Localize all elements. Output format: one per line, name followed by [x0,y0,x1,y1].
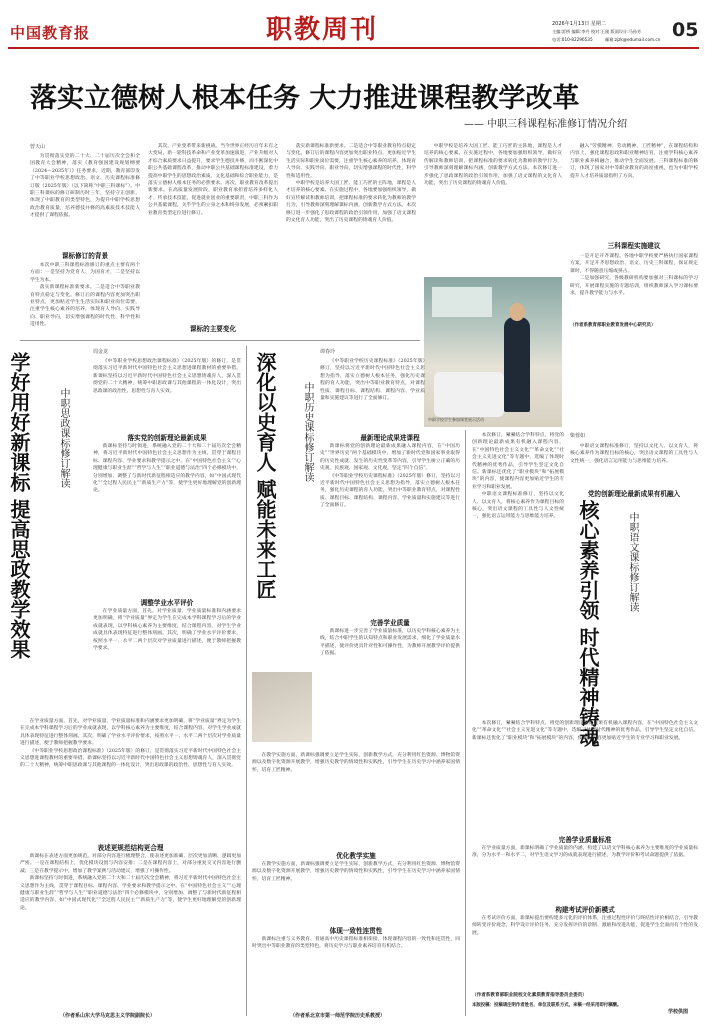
politics-credit: （作者系山东大学马克思主义学院副院长） [60,1013,156,1019]
chinese-credit: （作者系教育部职业院校文化素质教育指导委员会委员） [472,993,587,998]
history-section-heading-1: 最新理论成果进课程 [360,434,420,442]
lead-section-heading-2: 课标的主要变化 [189,325,237,333]
politics-column-3: 在学业质量方面，首先，对学业质量、学业质量标准和内涵要求更加明确，将“学业质量”界定为学生在完成本学科课程学习后的学业成就表现，以学科核心素养为主要维度，结合课程内容，对学生学业成就具体表现特征进行整体刻画。其次，明确了学业水平评价要求，按照水平一、水平二两个层次对学业质量进行描述，便于教师把握教学要求。 [93,609,241,652]
chinese-section-heading-1: 党的创新理论最新成果有机融入 [587,490,681,498]
politics-author: 周金龙 [93,349,109,355]
politics-column-4: 在学业质量方面，首先，对学业质量、学业质量标准和内涵要求更加明确，将“学业质量”界定为学生在完成本学科课程学习后的学业成就表现，以学科核心素养为主要维度，结合课程内容，对学生学业成就具体表现特征进行整体刻画。其次，明确了学业水平评价要求，按照水平一、水平二两个层次对学业质量进行描述，便于教师把握教学要求。 《中等职业学校思想政治课程标准》（2025年版）的修订，是贯彻落实习近平新时代中国特色社会主义思想进课程教材的重要举措。新课标坚持以习近平新时代中国特色社会主义思想铸魂育人，深入贯彻党的二十大精神，统筹中职思政课与其他课程的一体化设计，突出思政课的政治性、思想性与育人实效。 [20,719,241,769]
page-number: 05 [672,19,699,41]
history-article-subtitle: 中职历史课标修订解读 [302,382,313,482]
history-credit: （作者系北京市第一师范学院历史系教授） [290,1013,386,1019]
masthead-rule [8,47,699,49]
history-photo [252,672,312,742]
politics-section-heading-2: 调整学业水平评价 [140,599,194,607]
phone-info: 电话:010-82296535 [552,37,593,42]
photo-teacher-figure [504,317,530,412]
photo-screen [432,287,492,317]
chinese-author: 柴蓉如 [570,433,586,439]
photo-students [434,372,504,417]
chinese-article-subtitle: 中职语文课标修订解读 [627,512,638,612]
history-column-1: 《中等职业学校历史课程标准》（2025年版）修订，坚持以习近平新时代中国特色社会主义思想为指导，落实立德树人根本任务，强化历史课程的育人功能，突出中等职业教育特点，对课程性质、课程目标、课程结构、课程内容、学业质量和实施建议等进行了全面修订。 [320,359,425,402]
history-column-3: 新课标进一步完善了学业质量标准，以历史学科核心素养为主线，结合中职学生的认知特点和职业发展需求，细化了学业质量水平描述，使评价更具针对性和可操作性，为教师开展教学评价提供了依据。 [320,629,460,657]
history-section-heading-4: 体现一致性连贯性 [329,927,383,935]
photo-teacher-head [509,303,525,321]
lead-credit: （作者系教育部职业教育发展中心研究员） [570,323,656,328]
politics-article-subtitle: 中职思政课标修订解读 [58,388,69,488]
history-column-6: 新课标注重与义务教育、普通高中历史课程标准相衔接，体现课程内容的一致性和连贯性，同时突出中等职业教育的类型特色，将历史学习与职业素养培育有机结合。 [252,937,460,950]
email-info: 邮箱:zjzk@edumail.com.cn [605,37,661,42]
main-subheadline: —— 中职三科课程标准修订情况介绍 [464,119,628,130]
photo-caption: 中职学校学生参加课堂展示活动 [428,417,484,422]
history-section-heading-3: 优化教学实施 [336,852,376,860]
main-headline: 落实立德树人根本任务 大力推进课程教学改革 [30,83,580,114]
chinese-column-3: 本次修订，紧紧结合学科特点，将党的创新理论最新成果有机融入课程内容，在“中国特色社会主义文化”“革命文化”“社会主义先进文化”等专题中，选编了体现时代精神的优秀作品，引导学生坚定文化自信。新课标还优化了“职业模块”和“拓展模块”的内容，使课程内容更加贴近学生的专业学习和职业发展。 [472,721,698,741]
issue-date: 2026年1月13日 星期二 [552,21,606,27]
history-column-4: 在教学实施方面，新课标强调要立足学生实际，创新教学方式，充分利用红色资源、博物馆资源以及数字化资源开展教学，增强历史教学的情境性和实践性，引导学生在历史学习中涵养家国情怀，培育工匠精神。 [252,753,460,773]
chinese-column-1: 中职语文课程标准修订，坚持以文化人、以文育人，将核心素养作为课程目标的核心，突出语文课程的工具性与人文性统一，强化语言运用能力与思维能力培养。 [570,444,698,464]
lead-author: 曾天山 [30,144,46,150]
chinese-section-heading-3: 构建考试评价新模式 [555,906,615,914]
editor-info: 主编:雷桥 编辑:李丹 校对:王刚 版面设计:马孙芳 [552,29,642,34]
politics-article-title: 学好用好新课标 提高思政教学效果 [7,352,31,659]
lead-column-3: 落实新课程标准新要求。二是适合中等职业教育特点稳定与变化。修订后的课程内容更加突出职业特点，更加贴近学生生活实际和职业岗位需要，注重学生核心素养的培养，体现育人导向、实践导向、职业导向，切实增强课程的时代性、科学性和适用性。 中职学校是培养大国工匠、能工巧匠的主阵地，课程是人才培养的核心要素。在实施过程中，各地要加强组织领导，做好宣传解读和教师培训，把课程标准的要求转化为教师的教学行为，引导教师深刻理解课标内涵，创新教学方式方法。本次修订进一步强化了思政课程的政治引领作用，加强了语文课程的文化育人功能，突出了历史课程的铸魂育人价值。 [286,144,416,224]
chinese-column-5: 在考试评价方面，新课标提出要构建多元化的评价体系，注重过程性评价与终结性评价相结合，引导教师转变评价观念，科学设计评价任务，充分发挥评价的诊断、激励和改进功能，促进学生全面而有个性的发展。 [472,916,698,936]
chinese-column-2: 本次修订，紧紧结合学科特点，将党的创新理论最新成果有机融入课程内容，在“中国特色社会主义文化”“革命文化”“社会主义先进文化”等专题中，选编了体现时代精神的优秀作品，引导学生坚定文化自信。新课标还优化了“职业模块”和“拓展模块”的内容，使课程内容更加贴近学生的专业学习和职业发展。 中职语文课程标准修订，坚持以文化人、以文育人，将核心素养作为课程目标的核心，突出语文课程的工具性与人文性统一，强化语言运用能力与思维能力培养。 [472,433,564,520]
lead-column-5b: 一是开足开齐课程。各地中职学校要严格执行国家课程方案，开足开齐思想政治、语文、历史三科课程，保证规定课时，不得随意压缩或挤占。 二是加强研究。各级教研机构要加强对三科课标的学习研究，开展课程实施的专题培训，组织教师深入学习课标要求，提升教学能力与水平。 [570,254,698,297]
lead-section-heading-1: 课标修订的背景 [61,252,109,260]
history-article-title: 深化以史育人 赋能未来工匠 [253,352,277,599]
divider-left [246,346,247,1016]
lead-column-5: 融入“劳模精神、劳动精神、工匠精神”，在课程结构和内容上，强化课程思政和职业精神培育，注重学科核心素养与职业素养相融合，推动学生全面发展。三科课程标准的修订，体现了国家对中等职业教育的高度重视，也为中职学校提升人才培养质量指明了方向。 [570,144,698,179]
politics-section-heading-3: 表述更规范结构更合理 [97,844,164,852]
history-author: 谭春玲 [320,349,336,355]
chinese-article-title: 核心素养引领 时代精神铸魂 [576,500,600,747]
chinese-section-heading-2: 完善学业质量标准 [558,836,612,844]
lead-column-4: 中职学校是培养大国工匠、能工巧匠的主阵地，课程是人才培养的核心要素。在实施过程中，各地要加强组织领导，做好宣传解读和教师培训，把课程标准的要求转化为教师的教学行为，引导教师深刻理解课标内涵，创新教学方式方法。本次修订进一步强化了思政课程的政治引领作用，加强了语文课程的文化育人功能，突出了历史课程的铸魂育人价值。 [424,144,562,187]
classroom-photo [424,277,562,427]
section-title: 职教周刊 [266,15,379,45]
lead-column-2: 其次，产业变革带来新挑战。当今世界正经历百年未有之大变局，新一轮科技革命和产业变革加速演进，产业升级对人才综合素质要求日益提升，要求学生德技并修，而不断深化中职公共基础课程改革，推动中职公共基础课程标准建设，着力提高中职学生的思想政治素质、文化基础和综合职业能力，是落实立德树人根本任务的必然要求。再次，职业教育改革提出新要求。在高质量发展阶段，职业教育承担着培养多样化人才、传承技术技能、促进就业创业的重要职责，中职三科作为公共基础课程，关乎学生的立身之本和终身发展，必须紧扣职业教育类型定位进行修订。 [148,144,278,216]
lead-divider [20,340,420,341]
politics-section-heading-1: 落实党的创新理论最新成果 [127,434,207,442]
lead-column-1: 为贯彻落实党的二十大、二十届历次全会和全国教育大会精神，落实《教育强国建设规划纲要（2024—2035年）》任务要求，近期，教育部印发了中等职业学校思想政治、语文、历史课程标准修订版（2025年版）（以下简称“中职三科课标”）。中职三科课标的修订研制历时三年，坚持守正创新，体现了中职教育的类型特色，为提升中职学校思想政治教育质量，培养德技并修的高素质技术技能人才提供了课程依据。 [30,154,140,219]
history-section-heading-2: 完善学业质量 [370,619,410,627]
lead-section-heading-3: 三科课程实施建议 [607,242,661,250]
politics-column-1: 《中等职业学校思想政治课程标准》（2025年版）的修订，是贯彻落实习近平新时代中国特色社会主义思想进课程教材的重要举措。新课标坚持以习近平新时代中国特色社会主义思想铸魂育人，深入贯彻党的二十大精神，统筹中职思政课与其他课程的一体化设计，突出思政课的政治性、思想性与育人实效。 [93,359,241,394]
footer-note: 本版投稿：投稿请注明作者姓名、单位及联系方式，来稿一经采用即付稿酬。 [472,1003,622,1008]
history-column-2: 新课标将党的创新理论最新成果融入课程内容，在“中国历史”“世界历史”两个基础模块中，增加了新时代党和国家事业取得的历史性成就、发生的历史性变革等内容，引导学生树立正确的历史观、民族观、国家观、文化观，坚定“四个自信”。 《中等职业学校历史课程标准》（2025年版）修订，坚持以习近平新时代中国特色社会主义思想为指导，落实立德树人根本任务，强化历史课程的育人功能，突出中等职业教育特点，对课程性质、课程目标、课程结构、课程内容、学业质量和实施建议等进行了全面修订。 [320,444,460,509]
lead-column-1b: 本次中职三科课程标准修订的重点主要有两个方面：一是坚持为党育人、为国育才，二是坚持以学生为本。 落实新课程标准新要求。二是适合中等职业教育特点稳定与变化。修订后的课程内容更加突出职业特点，更加贴近学生生活实际和职业岗位需要，注重学生核心素养的培养，体现育人导向、实践导向、职业导向，切实增强课程的时代性、科学性和适用性。 [30,263,140,328]
politics-column-2: 新课标坚持与时俱进，系统融入党的二十大和二十届历次全会精神，将习近平新时代中国特色社会主义思想作为主线，贯穿于课程目标、课程内容、学业要求和教学提示之中。在“中国特色社会主义”“心理健康与职业生涯”“哲学与人生”“职业道德与法治”四个必修模块中，分别增加、调整了与新时代新征程相适应的教学内容，如“中国式现代化”“全过程人民民主”“新质生产力”等，使学生更好地理解党的创新理论。 [93,444,241,494]
footer-stamp: 学校供图 [668,1009,689,1015]
politics-column-5: 新课标在表述方面更加规范。对部分内容进行梳理整合，使表述更加准确、层次更加清晰、逻辑更加严密。一是在课程结构上，优化模块设置与内容安排；二是在课程内容上，对部分重复交叉内容进行删减；三是在教学提示中，增加了教学案例与活动建议，增强了可操作性。 新课标坚持与时俱进，系统融入党的二十大和二十届历次全会精神，将习近平新时代中国特色社会主义思想作为主线，贯穿于课程目标、课程内容、学业要求和教学提示之中。在“中国特色社会主义”“心理健康与职业生涯”“哲学与人生”“职业道德与法治”四个必修模块中，分别增加、调整了与新时代新征程相适应的教学内容，如“中国式现代化”“全过程人民民主”“新质生产力”等，使学生更好地理解党的创新理论。 [20,854,241,911]
history-column-5: 在教学实施方面，新课标强调要立足学生实际，创新教学方式，充分利用红色资源、博物馆资源以及数字化资源开展教学，增强历史教学的情境性和实践性，引导学生在历史学习中涵养家国情怀，培育工匠精神。 [252,862,460,882]
newspaper-logo: 中国教育报 [10,24,91,42]
divider-right [465,430,466,1016]
chinese-column-4: 在学业质量方面，新课标明确了学业质量的内涵，构建了以语文学科核心素养为主要维度的学业质量标准，分为水平一和水平二，对学生语文学习的成就表现进行描述，为教学评价和考试命题提供了依据。 [472,846,698,859]
